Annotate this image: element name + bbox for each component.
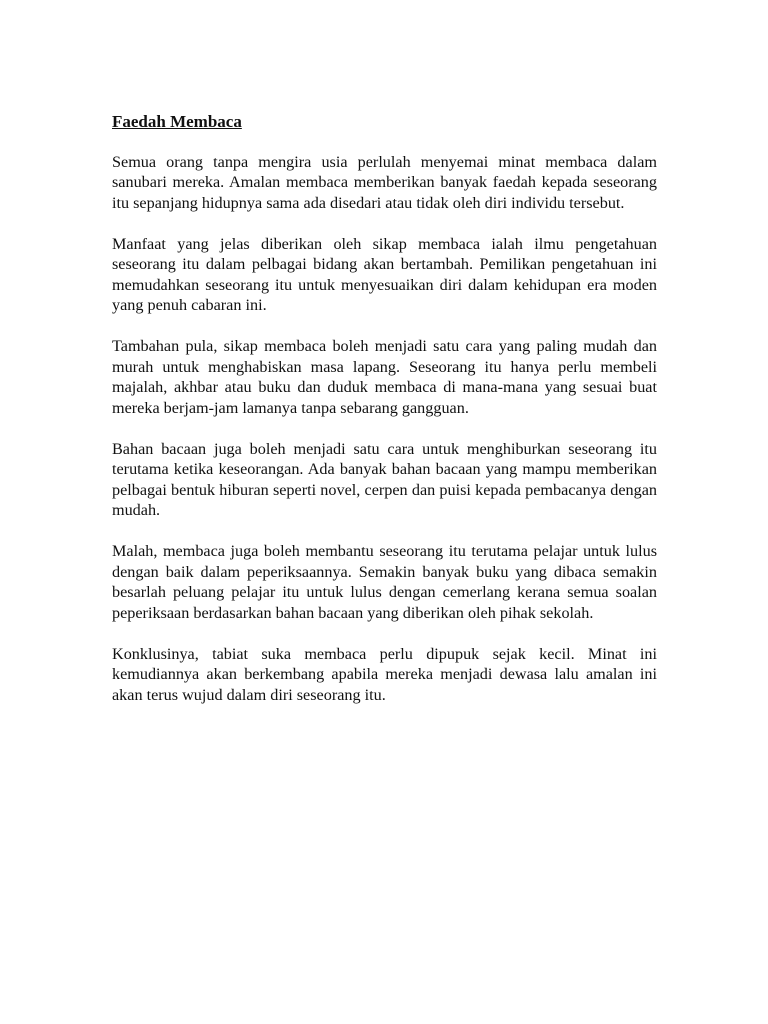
document-body (112, 111, 657, 705)
paragraph-4: Bahan bacaan juga boleh menjadi satu cara untuk menghiburkan seseorang itu terutama ketika keseorangan. Ada banyak bahan bacaan yang mampu memberikan pelbagai bentuk hiburan seperti novel, cerpen dan puisi kepada pembacanya dengan mudah. (112, 439, 657, 520)
paragraph-6: Konklusinya, tabiat suka membaca perlu dipupuk sejak kecil. Minat ini kemudiannya akan berkembang apabila mereka menjadi dewasa lalu amalan ini akan terus wujud dalam diri seseorang itu. (112, 644, 657, 704)
paragraph-3: Tambahan pula, sikap membaca boleh menjadi satu cara yang paling mudah dan murah untuk menghabiskan masa lapang. Seseorang itu hanya perlu membeli majalah, akhbar atau buku dan duduk membaca di mana-mana yang sesuai buat mereka berjam-jam lamanya tanpa sebarang gangguan. (112, 337, 657, 417)
document-title: Faedah Membaca (112, 112, 242, 131)
paragraph-5: Malah, membaca juga boleh membantu seseorang itu terutama pelajar untuk lulus dengan baik dalam peperiksaannya. Semakin banyak buku yang dibaca semakin besarlah peluang pelajar itu untuk lulus dengan cemerlang kerana semua soalan peperiksaan berdasarkan bahan bacaan yang diberikan oleh pihak sekolah. (112, 542, 657, 622)
paragraph-1: Semua orang tanpa mengira usia perlulah menyemai minat membaca dalam sanubari mereka. Amalan membaca memberikan banyak faedah kepada seseorang itu sepanjang hidupnya sama ada disedari atau tidak oleh diri individu tersebut. (112, 153, 657, 212)
paragraph-2: Manfaat yang jelas diberikan oleh sikap membaca ialah ilmu pengetahuan seseorang itu dalam pelbagai bidang akan bertambah. Pemilikan pengetahuan ini memudahkan seseorang itu untuk menyesuaikan diri dalam kehidupan era moden yang penuh cabaran ini. (112, 235, 657, 315)
